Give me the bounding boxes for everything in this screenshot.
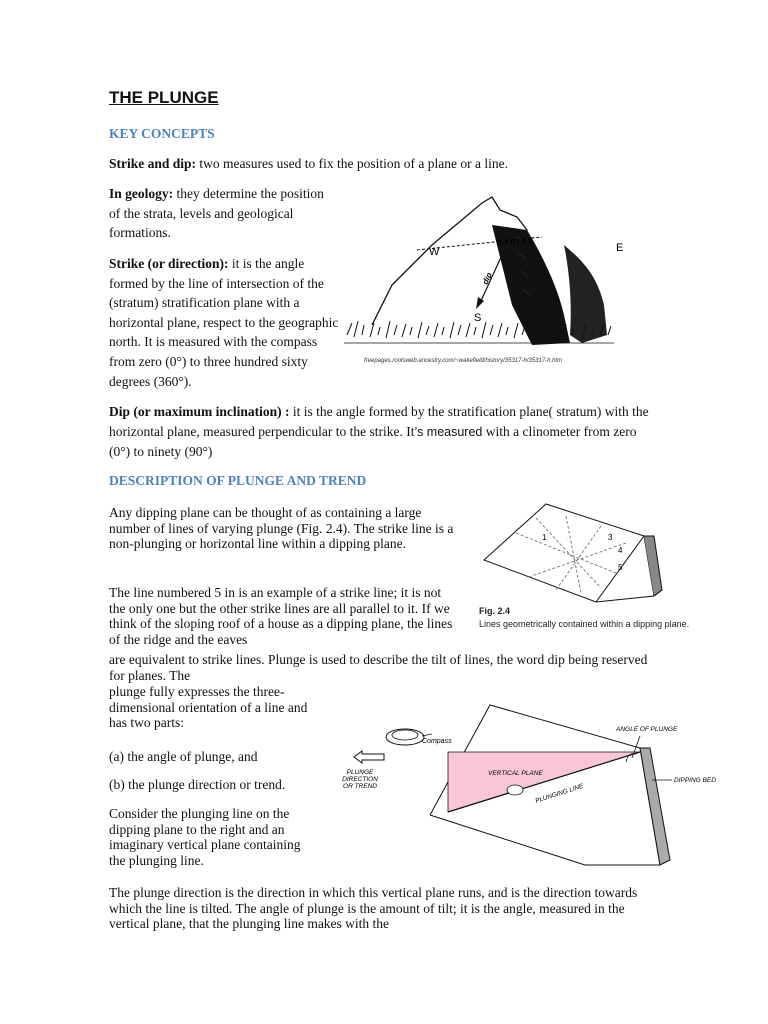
plunge-diagram-figure [340,700,720,870]
plunge-direction-label-1: PLUNGE [346,769,374,776]
plane-side [644,536,662,596]
dip-label: Dip (or maximum inclination) : [109,404,290,419]
compass-icon [386,729,424,745]
compass-label: Compass [422,738,452,745]
strike-dip-paragraph [109,154,669,174]
geology-text: they determine the position of the strata, levels and geological formations. [109,186,324,241]
dip-paragraph [109,402,654,462]
plunge-direction-label-2: DIRECTION [342,776,378,783]
line-4-label: 4 [618,546,623,555]
dipping-bed-label: DIPPING BED [674,777,716,784]
line-3-label: 3 [608,533,613,542]
east-label: E [616,242,624,254]
vertical-plane-label: VERTICAL PLANE [488,770,543,777]
description-paragraph-2b: are equivalent to strike lines. Plunge is used to describe the tilt of lines, the word dip being reserved for planes. The [109,652,648,683]
strike-dip-text: two measures used to fix the position of a plane or a line. [196,156,508,171]
west-label: W [429,246,440,258]
description-paragraph-2: The line numbered 5 in is an example of a strike line; it is not the only one but the other strike lines are all parallel to it. If we think of the sloping roof of a house as a dipping plane, the lines of the ridge and the eaves [109,585,453,647]
line-5-label: 5 [618,563,623,572]
strike-label: Strike (or direction): [109,256,229,271]
description-paragraph-2c: plunge fully expresses the three-dimensional orientation of a line and has two parts: [109,684,308,730]
dip-text-1: it is the angle formed by the stratification plane( stratum) with the horizontal plane, measured perpendicular to the strike. It [109,404,649,439]
plunge-part-a: (a) the angle of plunge, and [109,749,258,764]
small-compass-icon [507,785,523,795]
dip-text-3: with a clinometer from zero (0°) to ninety (90°) [109,423,637,460]
rock-boulder-shape [564,245,607,343]
geology-paragraph [109,184,334,243]
dip-label-text: dip [480,271,494,286]
description-paragraph-4: The plunge direction is the direction in which this vertical plane runs, and is the direction towards which the line is tilted. The angle of plunge is the amount of tilt; it is the angle, measured in the vertical plane, that the plunging line makes with the [109,885,638,931]
key-concepts-heading: KEY CONCEPTS [109,126,215,141]
south-label: S [474,312,482,324]
dipping-plane-figure [476,498,666,603]
dip-text-2: ’s measured [414,424,483,439]
strike-text: it is the angle formed by the line of intersection of the (stratum) stratification plane with a horizontal plane, respect to the geographic north. It is measured with the compass from zero (0°) to three hundred sixty degrees (360°). [109,256,339,389]
bed-side-face [640,748,670,865]
plunge-direction-label-3: OR TREND [343,783,377,790]
strike-dip-figure [342,185,622,370]
geology-label: In geology: [109,186,174,201]
strike-label-text: STRIKE [496,235,536,248]
plane-outline [484,504,654,602]
strike-paragraph [109,254,341,391]
page-title: THE PLUNGE [109,88,219,107]
line-1-label: 1 [542,533,547,542]
description-heading: DESCRIPTION OF PLUNGE AND TREND [109,473,367,488]
plunging-line-label: PLUNGING LINE [534,782,585,805]
figure1-source: freepages.rootsweb.ancestry.com/~wakefield/history/35317-h/35317-h.htm [364,358,563,364]
description-paragraph-1: Any dipping plane can be thought of as containing a large number of lines of varying plunge (Fig. 2.4). The strike line is a non-plunging or horizontal line within a dipping plane. [109,505,454,551]
description-paragraph-3: Consider the plunging line on the dipping plane to the right and an imaginary vertical plane containing the plunging line. [109,806,301,868]
strike-dip-label: Strike and dip: [109,156,197,171]
angle-of-plunge-label: ANGLE OF PLUNGE [616,726,678,733]
figure2-caption-number: Fig. 2.4 [479,606,511,616]
plunge-direction-arrow-icon [354,751,384,763]
plunge-part-b: (b) the plunge direction or trend. [109,777,286,792]
figure2-caption-text: Lines geometrically contained within a dipping plane. [479,619,690,629]
